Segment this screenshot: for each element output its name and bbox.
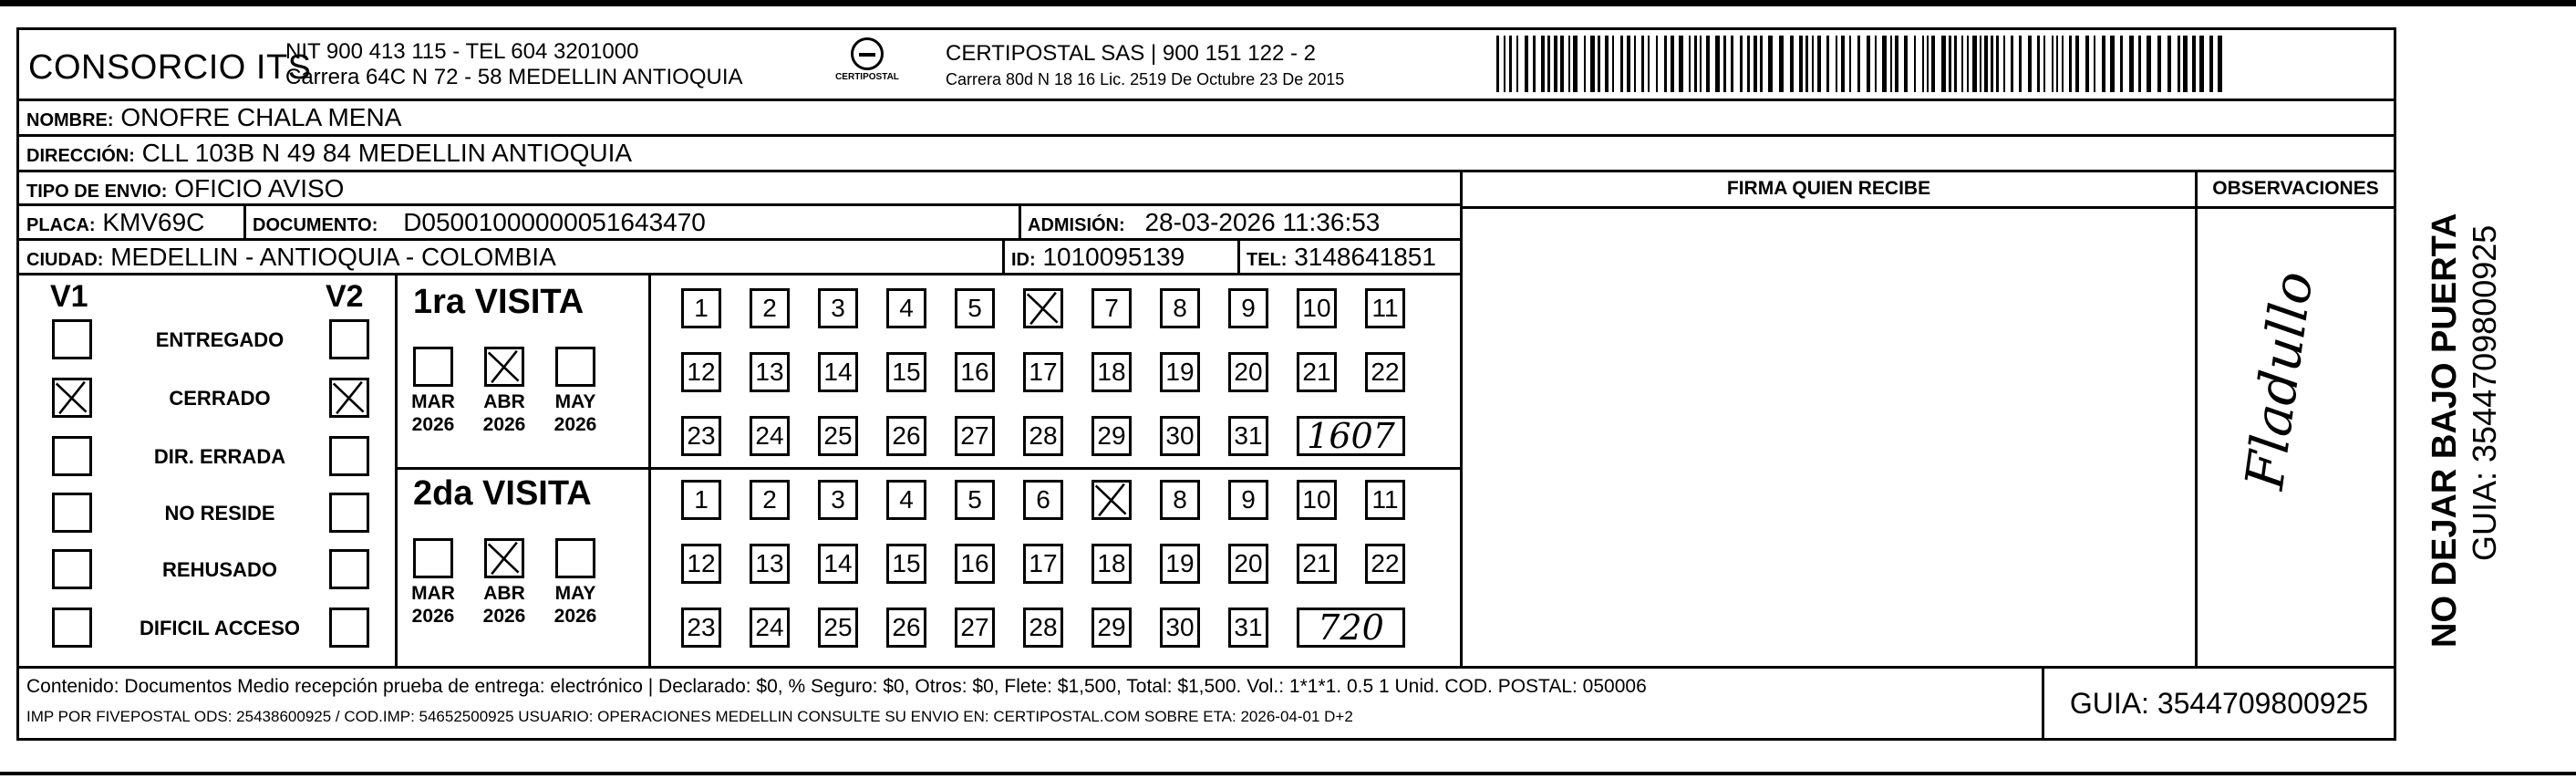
barcode-bar — [1836, 36, 1837, 92]
month-checkbox[interactable] — [413, 347, 453, 387]
day-box[interactable]: 24 — [750, 416, 790, 456]
v1-header: V1 — [50, 279, 88, 314]
tel-value: 3148641851 — [1294, 243, 1436, 271]
day-box[interactable]: 30 — [1160, 608, 1200, 648]
hour-box[interactable] — [1297, 416, 1405, 456]
barcode-bar — [2102, 36, 2105, 92]
day-box[interactable]: 12 — [681, 544, 721, 584]
admision-value: 28-03-2026 11:36:53 — [1144, 208, 1381, 236]
day-box[interactable]: 23 — [681, 608, 721, 648]
placa-field — [26, 206, 204, 242]
barcode-bar — [1817, 36, 1821, 92]
barcode-bar — [1922, 36, 1924, 92]
v2-header: V2 — [326, 279, 364, 314]
ciudad-label: CIUDAD: — [26, 250, 104, 270]
barcode-bar — [2178, 36, 2180, 92]
day-box[interactable]: 19 — [1160, 352, 1200, 392]
month-name: ABR — [483, 583, 525, 604]
v2-checkbox[interactable] — [329, 378, 369, 418]
day-box[interactable]: 5 — [955, 480, 995, 520]
barcode-bar — [1805, 36, 1808, 92]
barcode-bar — [1525, 36, 1528, 92]
placa-label: PLACA: — [26, 215, 96, 235]
v2-checkbox[interactable] — [329, 493, 369, 533]
day-box[interactable]: 26 — [886, 416, 926, 456]
day-box[interactable]: 18 — [1091, 544, 1132, 584]
check-x-icon — [1094, 483, 1129, 517]
barcode-bar — [1573, 36, 1578, 92]
barcode-bar — [1533, 36, 1536, 92]
month-name: ABR — [483, 391, 525, 412]
v2-checkbox[interactable] — [329, 436, 369, 476]
barcode-bar — [1812, 36, 1814, 92]
barcode-bar — [1984, 36, 1988, 92]
day-box[interactable]: 13 — [750, 544, 790, 584]
status-label: DIR. ERRADA — [153, 445, 286, 468]
company-info — [285, 39, 743, 90]
month-checkbox[interactable] — [484, 538, 524, 578]
firma-divider — [1460, 172, 1463, 666]
barcode-bar — [2120, 36, 2123, 92]
status-divider — [395, 275, 398, 666]
barcode-bar — [1857, 36, 1860, 92]
visit-divider-v — [648, 275, 651, 666]
nombre-label: NOMBRE: — [26, 110, 114, 130]
barcode-bar — [1568, 36, 1570, 92]
top-border — [0, 0, 2576, 6]
barcode-bar — [2037, 36, 2040, 92]
day-box[interactable]: 21 — [1297, 352, 1337, 392]
day-box[interactable]: 1 — [681, 480, 721, 520]
month-name: MAR — [411, 583, 455, 604]
barcode-bar — [1941, 36, 1946, 92]
barcode-bar — [2192, 36, 2196, 92]
barcode-bar — [1723, 36, 1726, 92]
barcode-bar — [1826, 36, 1829, 92]
nombre-value: ONOFRE CHALA MENA — [120, 103, 402, 131]
observaciones-signature: Fladullo — [2233, 267, 2325, 493]
barcode-bar — [2043, 36, 2045, 92]
barcode-bar — [1679, 36, 1683, 92]
barcode-bar — [1740, 36, 1743, 92]
barcode-bar — [1882, 36, 1887, 92]
day-box[interactable]: 6 — [1023, 480, 1063, 520]
day-box[interactable]: 23 — [681, 416, 721, 456]
check-x-icon — [1026, 291, 1060, 326]
guia-number: GUIA: 3544709800925 — [2042, 669, 2394, 738]
barcode-bar — [1996, 36, 1999, 92]
check-x-icon — [332, 380, 367, 415]
day-box[interactable]: 27 — [955, 416, 995, 456]
nit-line: NIT 900 413 115 - TEL 604 3201000 — [285, 39, 639, 64]
status-label: NO RESIDE — [164, 502, 275, 525]
month-label — [404, 390, 462, 436]
barcode-bar — [1895, 36, 1898, 92]
barcode-bar — [1541, 36, 1545, 92]
barcode-bar — [1931, 36, 1935, 92]
barcode-bar — [1627, 36, 1630, 92]
month-label — [546, 582, 605, 628]
day-box[interactable]: 15 — [886, 352, 926, 392]
day-box[interactable]: 10 — [1297, 480, 1337, 520]
admision-field — [1028, 206, 1380, 242]
barcode-bar — [1747, 36, 1750, 92]
barcode-bar — [1554, 36, 1557, 92]
documento-value: D05001000000051643470 — [403, 208, 706, 236]
documento-label: DOCUMENTO: — [253, 215, 378, 235]
logo-icon — [851, 37, 884, 70]
no-dejar-warning: NO DEJAR BAJO PUERTA — [2426, 213, 2464, 648]
month-year: 2026 — [482, 606, 526, 627]
day-box[interactable]: 25 — [818, 416, 858, 456]
ciudad-value: MEDELLIN - ANTIOQUIA - COLOMBIA — [110, 243, 556, 271]
tipo-label: TIPO DE ENVIO: — [26, 182, 168, 202]
day-box[interactable]: 26 — [886, 608, 926, 648]
barcode-bar — [1967, 36, 1969, 92]
divider — [1002, 241, 1005, 274]
barcode-bar — [2085, 36, 2089, 92]
barcode-bar — [1914, 36, 1916, 92]
shipment-table — [16, 99, 2396, 669]
barcode-bar — [2003, 36, 2005, 92]
day-box[interactable]: 15 — [886, 544, 926, 584]
barcode-bar — [1620, 36, 1623, 92]
barcode-bar — [1768, 36, 1773, 92]
month-label — [404, 582, 462, 628]
day-box[interactable]: 9 — [1228, 288, 1268, 328]
barcode-bar — [1715, 36, 1720, 92]
day-box[interactable]: 10 — [1297, 288, 1337, 328]
tipo-value: OFICIO AVISO — [174, 174, 345, 203]
barcode-bar — [1904, 36, 1908, 92]
hour-box[interactable] — [1297, 608, 1405, 648]
direccion-row — [19, 137, 2394, 172]
month-name: MAY — [554, 391, 596, 412]
day-box[interactable]: 12 — [681, 352, 721, 392]
admision-label: ADMISIÓN: — [1028, 215, 1125, 235]
day-box[interactable]: 24 — [750, 608, 790, 648]
status-label: CERRADO — [169, 387, 271, 410]
barcode-bar — [1516, 36, 1518, 92]
month-year: 2026 — [411, 414, 455, 435]
barcode-bar — [1504, 36, 1505, 92]
month-year: 2026 — [482, 414, 526, 435]
barcode-bar — [2129, 36, 2134, 92]
footer — [16, 666, 2396, 741]
day-box[interactable]: 11 — [1365, 288, 1405, 328]
day-box[interactable]: 29 — [1091, 608, 1132, 648]
barcode-bar — [2011, 36, 2013, 92]
day-box[interactable]: 20 — [1228, 352, 1268, 392]
day-box[interactable]: 25 — [818, 608, 858, 648]
direccion-label: DIRECCIÓN: — [26, 146, 135, 166]
barcode-bar — [2209, 36, 2213, 92]
barcode-bar — [1612, 36, 1614, 92]
day-box[interactable]: 22 — [1365, 352, 1405, 392]
barcode-bar — [2056, 36, 2058, 92]
divider — [1237, 241, 1240, 274]
visit-title: 2da VISITA — [413, 474, 592, 513]
day-box[interactable]: 16 — [955, 352, 995, 392]
barcode-bar — [1961, 36, 1963, 92]
v2-checkbox[interactable] — [329, 319, 369, 359]
month-name: MAR — [411, 391, 455, 412]
day-box[interactable]: 2 — [750, 288, 790, 328]
barcode-bar — [1731, 36, 1733, 92]
status-label: REHUSADO — [162, 558, 277, 581]
barcode-bar — [1980, 36, 1981, 92]
barcode-bar — [1799, 36, 1803, 92]
certipostal-sub: Carrera 80d N 18 16 Lic. 2519 De Octubre 23 De 2015 — [946, 70, 1345, 88]
barcode-bar — [1954, 36, 1957, 92]
v2-checkbox[interactable] — [329, 549, 369, 589]
month-checkbox[interactable] — [555, 538, 595, 578]
day-box[interactable]: 8 — [1160, 480, 1200, 520]
month-checkbox[interactable] — [555, 347, 595, 387]
v2-checkbox[interactable] — [329, 608, 369, 648]
day-box[interactable]: 7 — [1091, 288, 1132, 328]
nombre-row — [19, 101, 2394, 137]
barcode-bar — [1841, 36, 1845, 92]
day-box[interactable]: 17 — [1023, 544, 1063, 584]
v1-checkbox[interactable] — [52, 493, 92, 533]
obs-divider — [2195, 172, 2198, 666]
check-x-icon — [487, 349, 522, 384]
day-box[interactable]: 14 — [818, 544, 858, 584]
barcode-bar — [2218, 36, 2222, 92]
status-label: DIFICIL ACCESO — [139, 617, 300, 639]
day-box[interactable]: 3 — [818, 480, 858, 520]
tel-field — [1247, 241, 1436, 276]
divider — [1019, 206, 1021, 239]
barcode — [1496, 36, 2244, 92]
barcode-bar — [1754, 36, 1757, 92]
barcode-bar — [2052, 36, 2054, 92]
side-text — [2424, 137, 2524, 648]
status-label: ENTREGADO — [155, 328, 284, 351]
header — [16, 27, 2396, 99]
hour-value: 1607 — [1307, 416, 1395, 456]
day-box[interactable]: 14 — [818, 352, 858, 392]
barcode-bar — [2019, 36, 2022, 92]
barcode-bar — [2062, 36, 2064, 92]
barcode-bar — [1790, 36, 1794, 92]
day-box[interactable]: 5 — [955, 288, 995, 328]
barcode-bar — [2075, 36, 2079, 92]
day-box[interactable]: 2 — [750, 480, 790, 520]
tipo-row — [19, 172, 1462, 206]
day-box[interactable]: 1 — [681, 288, 721, 328]
barcode-bar — [2094, 36, 2095, 92]
day-box[interactable] — [1091, 480, 1132, 520]
day-box[interactable]: 31 — [1228, 608, 1268, 648]
ciudad-row — [19, 241, 1462, 275]
id-field — [1011, 241, 1185, 276]
barcode-bar — [1700, 36, 1702, 92]
bottom-border — [0, 772, 2576, 775]
barcode-bar — [1509, 36, 1512, 92]
barcode-bar — [1671, 36, 1674, 92]
v1-checkbox[interactable] — [52, 549, 92, 589]
v1-checkbox[interactable] — [52, 319, 92, 359]
barcode-bar — [2199, 36, 2204, 92]
day-box[interactable]: 16 — [955, 544, 995, 584]
visit-title: 1ra VISITA — [413, 283, 585, 321]
day-box[interactable]: 20 — [1228, 544, 1268, 584]
barcode-bar — [1496, 36, 1499, 92]
imp-line: IMP POR FIVEPOSTAL ODS: 25438600925 / COD.IMP: 54652500925 USUARIO: OPERACIONES MEDELLIN CONSULTE SU ENVIO EN: CERTIPOSTAL.COM SOBRE ETA: 2026-04-01 D+2 — [26, 708, 1353, 725]
day-box[interactable]: 11 — [1365, 480, 1405, 520]
placa-value: KMV69C — [102, 208, 205, 236]
month-label — [475, 582, 533, 628]
contenido-line: Contenido: Documentos Medio recepción prueba de entrega: electrónico | Declarado: $0, % Seguro: $0, Otros: $0, Flete: $1,500, Total: $1,500. Vol.: 1*1*1. 0.5 1 Unid. COD. POSTAL: 050006 — [26, 676, 1647, 697]
barcode-bar — [1706, 36, 1710, 92]
id-value: 1010095139 — [1042, 243, 1185, 271]
barcode-bar — [1890, 36, 1892, 92]
observaciones-header: OBSERVACIONES — [2212, 178, 2379, 199]
day-box[interactable]: 17 — [1023, 352, 1063, 392]
barcode-bar — [2110, 36, 2115, 92]
barcode-bar — [2183, 36, 2188, 92]
barcode-bar — [1605, 36, 1609, 92]
day-box[interactable]: 3 — [818, 288, 858, 328]
barcode-bar — [1760, 36, 1763, 92]
documento-field — [253, 206, 706, 242]
divider — [243, 206, 246, 239]
barcode-bar — [1949, 36, 1951, 92]
firma-header: FIRMA QUIEN RECIBE — [1726, 178, 1931, 199]
v1-checkbox[interactable] — [52, 608, 92, 648]
day-box[interactable]: 22 — [1365, 544, 1405, 584]
barcode-bar — [1656, 36, 1658, 92]
barcode-bar — [1560, 36, 1564, 92]
month-year: 2026 — [411, 606, 455, 627]
brand-name: CONSORCIO ITS — [28, 48, 312, 87]
barcode-bar — [2147, 36, 2151, 92]
logo-text: CERTIPOSTAL — [835, 72, 899, 82]
month-label — [475, 390, 533, 436]
barcode-bar — [2138, 36, 2141, 92]
month-checkbox[interactable] — [484, 347, 524, 387]
barcode-bar — [1664, 36, 1667, 92]
barcode-bar — [1547, 36, 1550, 92]
day-box[interactable]: 29 — [1091, 416, 1132, 456]
side-guia: GUIA: 3544709800925 — [2466, 224, 2503, 561]
v1-checkbox[interactable] — [52, 436, 92, 476]
day-box[interactable]: 27 — [955, 608, 995, 648]
day-box[interactable]: 31 — [1228, 416, 1268, 456]
certipostal-line: CERTIPOSTAL SAS | 900 151 122 - 2 — [946, 41, 1316, 66]
id-label: ID: — [1011, 250, 1036, 270]
v1-checkbox[interactable] — [52, 378, 92, 418]
barcode-bar — [1590, 36, 1595, 92]
barcode-bar — [1779, 36, 1784, 92]
barcode-bar — [2028, 36, 2032, 92]
check-x-icon — [55, 380, 89, 415]
barcode-bar — [1641, 36, 1644, 92]
barcode-bar — [1689, 36, 1691, 92]
day-box[interactable]: 21 — [1297, 544, 1337, 584]
day-box[interactable]: 4 — [886, 480, 926, 520]
certipostal-info — [946, 41, 1344, 92]
day-box[interactable]: 19 — [1160, 544, 1200, 584]
day-box[interactable]: 8 — [1160, 288, 1200, 328]
barcode-bar — [2069, 36, 2072, 92]
barcode-bar — [1991, 36, 1993, 92]
certipostal-logo — [831, 37, 904, 94]
month-year: 2026 — [553, 414, 597, 435]
barcode-bar — [2157, 36, 2161, 92]
barcode-bar — [1598, 36, 1600, 92]
visit-divider — [395, 467, 1460, 470]
month-checkbox[interactable] — [413, 538, 453, 578]
check-x-icon — [487, 541, 522, 576]
day-box[interactable]: 30 — [1160, 416, 1200, 456]
day-box[interactable]: 18 — [1091, 352, 1132, 392]
day-box[interactable]: 4 — [886, 288, 926, 328]
placa-row — [19, 206, 1462, 241]
col-head-line — [1460, 206, 2394, 209]
barcode-bar — [1867, 36, 1870, 92]
month-name: MAY — [554, 583, 596, 604]
month-year: 2026 — [553, 606, 597, 627]
day-box[interactable]: 28 — [1023, 608, 1063, 648]
day-box[interactable]: 13 — [750, 352, 790, 392]
ciudad-field — [26, 241, 556, 276]
barcode-bar — [1634, 36, 1636, 92]
barcode-bar — [1648, 36, 1650, 92]
day-box[interactable] — [1023, 288, 1063, 328]
barcode-bar — [1875, 36, 1877, 92]
barcode-bar — [2167, 36, 2171, 92]
barcode-bar — [1694, 36, 1697, 92]
direccion-value: CLL 103B N 49 84 MEDELLIN ANTIOQUIA — [141, 139, 633, 167]
barcode-bar — [1972, 36, 1977, 92]
day-box[interactable]: 9 — [1228, 480, 1268, 520]
barcode-bar — [1927, 36, 1929, 92]
day-box[interactable]: 28 — [1023, 416, 1063, 456]
address-line: Carrera 64C N 72 - 58 MEDELLIN ANTIOQUIA — [285, 65, 743, 89]
barcode-bar — [1584, 36, 1586, 92]
month-label — [546, 390, 605, 436]
barcode-bar — [1849, 36, 1851, 92]
tel-label: TEL: — [1247, 250, 1288, 270]
hour-value: 720 — [1318, 608, 1384, 648]
